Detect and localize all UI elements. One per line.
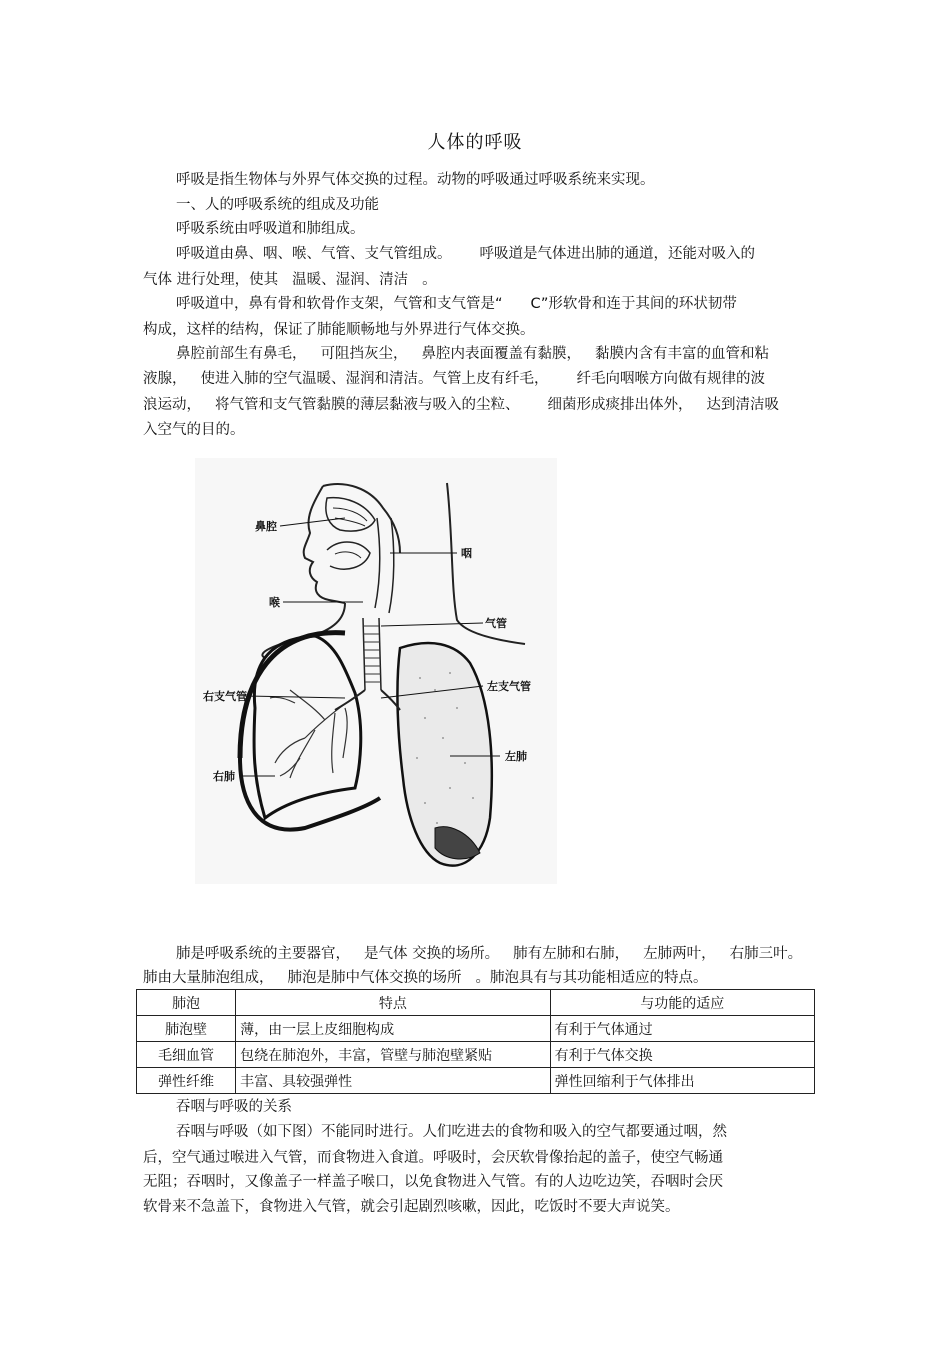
- nasal-paragraph-line-4: 入空气的目的。: [143, 422, 245, 438]
- composition-paragraph: 呼吸系统由呼吸道和肺组成。: [176, 221, 365, 237]
- table-header-row: [137, 990, 815, 1016]
- airway-paragraph-line-1: 呼吸道由鼻、咽、喉、气管、支气管组成。 呼吸道是气体进出肺的通道，还能对吸入的: [176, 246, 755, 262]
- label-right-bronchus: 右支气管: [203, 690, 247, 703]
- swallow-paragraph-line-3: 无阻；吞咽时，又像盖子一样盖子喉口，以免食物进入气管。有的人边吃边笑，吞咽时会厌: [143, 1174, 723, 1190]
- nasal-paragraph-line-1: 鼻腔前部生有鼻毛， 可阻挡灰尘， 鼻腔内表面覆盖有黏膜， 黏膜内含有丰富的血管和粘: [176, 346, 769, 362]
- label-left-bronchus: 左支气管: [487, 680, 531, 693]
- table-cell: 毛细血管: [137, 1042, 236, 1068]
- label-larynx: 喉: [269, 596, 280, 609]
- table-row: [137, 1042, 815, 1068]
- section-heading-1: 一、人的呼吸系统的组成及功能: [176, 197, 379, 213]
- table-row: [137, 1016, 815, 1042]
- label-right-lung: 右肺: [213, 770, 235, 783]
- table-header: 与功能的适应: [550, 990, 814, 1016]
- label-left-lung: 左肺: [505, 750, 527, 763]
- airway-paragraph-line-2: 气体 进行处理，使其 温暖、湿润、清洁 。: [143, 272, 437, 288]
- swallow-paragraph-line-2: 后，空气通过喉进入气管，而食物进入食道。呼吸时，会厌软骨像抬起的盖子，使空气畅通: [143, 1150, 723, 1166]
- table-cell: 有利于气体通过: [550, 1016, 814, 1042]
- table-header: 特点: [236, 990, 550, 1016]
- table-cell: 有利于气体交换: [550, 1042, 814, 1068]
- swallow-paragraph-line-4: 软骨来不急盖下，食物进入气管，就会引起剧烈咳嗽，因此，吃饭时不要大声说笑。: [143, 1199, 680, 1215]
- table-cell: 丰富、具较强弹性: [236, 1068, 550, 1094]
- section-heading-2: 吞咽与呼吸的关系: [176, 1099, 292, 1115]
- table-header: 肺泡: [137, 990, 236, 1016]
- lung-paragraph-line-2: 肺由大量肺泡组成， 肺泡是肺中气体交换的场所 。肺泡具有与其功能相适应的特点。: [143, 970, 708, 986]
- respiratory-system-diagram: [195, 458, 557, 884]
- page-title: 人体的呼吸: [427, 132, 523, 153]
- nasal-paragraph-line-2: 液腺， 使进入肺的空气温暖、湿润和清洁。气管上皮有纤毛， 纤毛向咽喉方向做有规律的波: [143, 371, 765, 387]
- table-row: [137, 1068, 815, 1094]
- label-trachea: 气管: [485, 617, 507, 630]
- lung-paragraph-line-1: 肺是呼吸系统的主要器官， 是气体 交换的场所。 肺有左肺和右肺， 左肺两叶， 右肺三叶。: [176, 946, 803, 962]
- table-cell: 薄，由一层上皮细胞构成: [236, 1016, 550, 1042]
- intro-paragraph: 呼吸是指生物体与外界气体交换的过程。动物的呼吸通过呼吸系统来实现。: [176, 172, 655, 188]
- swallow-paragraph-line-1: 吞咽与呼吸（如下图）不能同时进行。人们吃进去的食物和吸入的空气都要通过咽，然: [176, 1124, 727, 1140]
- label-nasal-cavity: 鼻腔: [255, 520, 277, 533]
- table-cell: 弹性纤维: [137, 1068, 236, 1094]
- cartilage-paragraph-line-2: 构成，这样的结构，保证了肺能顺畅地与外界进行气体交换。: [143, 322, 535, 338]
- label-pharynx: 咽: [461, 547, 472, 560]
- cartilage-paragraph-line-1: 呼吸道中，鼻有骨和软骨作支架，气管和支气管是“ C”形软骨和连于其间的环状韧带: [176, 296, 737, 312]
- table-cell: 包绕在肺泡外，丰富，管壁与肺泡壁紧贴: [236, 1042, 550, 1068]
- table-cell: 肺泡壁: [137, 1016, 236, 1042]
- nasal-paragraph-line-3: 浪运动， 将气管和支气管黏膜的薄层黏液与吸入的尘粒、 细菌形成痰排出体外， 达到清洁吸: [143, 397, 779, 413]
- alveoli-table: [136, 989, 815, 1094]
- table-cell: 弹性回缩利于气体排出: [550, 1068, 814, 1094]
